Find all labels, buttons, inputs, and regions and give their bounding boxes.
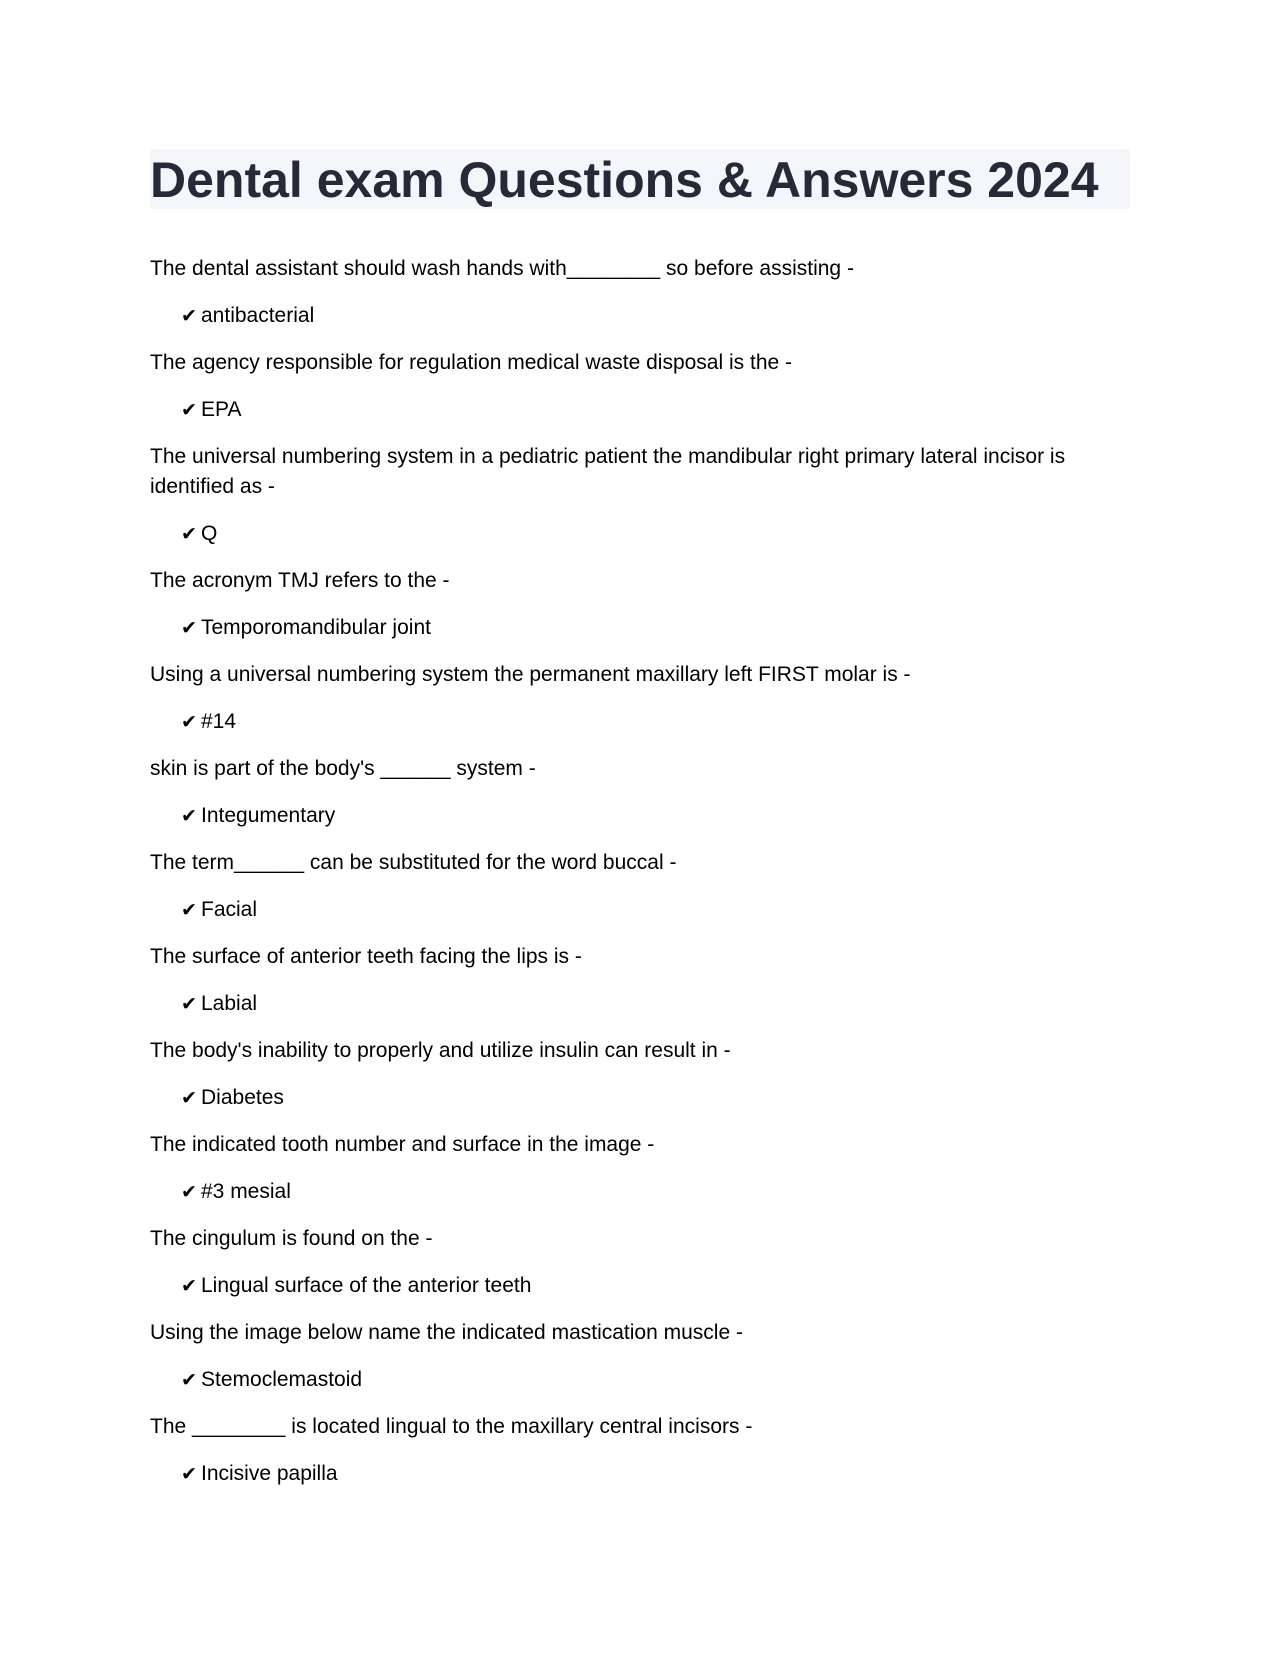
question-text: Using a universal numbering system the permanent maxillary left FIRST molar is - [150, 663, 911, 686]
qa-item [150, 1412, 1090, 1489]
checkmark-icon: ✔ [181, 1369, 197, 1391]
question-text: The term______ can be substituted for the word buccal - [150, 851, 677, 874]
answer-line [181, 301, 1090, 331]
answer-text: Integumentary [201, 804, 336, 827]
checkmark-icon: ✔ [181, 711, 197, 733]
answer-text: Labial [201, 992, 258, 1015]
checkmark-icon: ✔ [181, 1463, 197, 1485]
qa-item [150, 1130, 1090, 1207]
page-title: Dental exam Questions & Answers 2024 [150, 152, 1099, 208]
answer-line [181, 801, 1090, 831]
question-text: The agency responsible for regulation medical waste disposal is the - [150, 351, 793, 374]
answer-text: antibacterial [201, 304, 315, 327]
answer-text: #14 [201, 710, 237, 733]
question-text: The dental assistant should wash hands with________ so before assisting - [150, 257, 854, 280]
answer-line [181, 1271, 1090, 1301]
checkmark-icon: ✔ [181, 1181, 197, 1203]
answer-line [181, 707, 1090, 737]
answer-line [181, 895, 1090, 925]
checkmark-icon: ✔ [181, 1275, 197, 1297]
qa-item [150, 1224, 1090, 1301]
qa-item [150, 566, 1090, 643]
qa-item [150, 848, 1090, 925]
answer-line [181, 989, 1090, 1019]
checkmark-icon: ✔ [181, 523, 197, 545]
answer-line [181, 1459, 1090, 1489]
answer-text: Q [201, 522, 218, 545]
checkmark-icon: ✔ [181, 805, 197, 827]
checkmark-icon: ✔ [181, 305, 197, 327]
checkmark-icon: ✔ [181, 899, 197, 921]
question-text: Using the image below name the indicated mastication muscle - [150, 1321, 743, 1344]
answer-line [181, 1177, 1090, 1207]
answer-text: Facial [201, 898, 258, 921]
question-text: The indicated tooth number and surface in the image - [150, 1133, 655, 1156]
qa-list [150, 254, 1090, 1506]
qa-item [150, 754, 1090, 831]
question-text: The ________ is located lingual to the maxillary central incisors - [150, 1415, 753, 1438]
answer-text: Stemoclemastoid [201, 1368, 363, 1391]
answer-text: #3 mesial [201, 1180, 291, 1203]
question-text: skin is part of the body's ______ system - [150, 757, 536, 780]
question-text: The body's inability to properly and utilize insulin can result in - [150, 1039, 731, 1062]
qa-item [150, 348, 1090, 425]
answer-text: Diabetes [201, 1086, 284, 1109]
question-text: The surface of anterior teeth facing the lips is - [150, 945, 582, 968]
qa-item [150, 442, 1090, 549]
checkmark-icon: ✔ [181, 399, 197, 421]
answer-text: EPA [201, 398, 242, 421]
qa-item [150, 660, 1090, 737]
answer-line [181, 395, 1090, 425]
checkmark-icon: ✔ [181, 1087, 197, 1109]
checkmark-icon: ✔ [181, 617, 197, 639]
qa-item [150, 1318, 1090, 1395]
qa-item [150, 254, 1090, 331]
answer-text: Incisive papilla [201, 1462, 338, 1485]
qa-item [150, 942, 1090, 1019]
answer-line [181, 1365, 1090, 1395]
checkmark-icon: ✔ [181, 993, 197, 1015]
qa-item [150, 1036, 1090, 1113]
question-text: The acronym TMJ refers to the - [150, 569, 450, 592]
answer-text: Temporomandibular joint [201, 616, 431, 639]
answer-line [181, 613, 1090, 643]
question-text: The universal numbering system in a pediatric patient the mandibular right primary lateral incisor is identified as - [150, 445, 1066, 498]
answer-text: Lingual surface of the anterior teeth [201, 1274, 532, 1297]
question-text: The cingulum is found on the - [150, 1227, 433, 1250]
answer-line [181, 1083, 1090, 1113]
answer-line [181, 519, 1090, 549]
